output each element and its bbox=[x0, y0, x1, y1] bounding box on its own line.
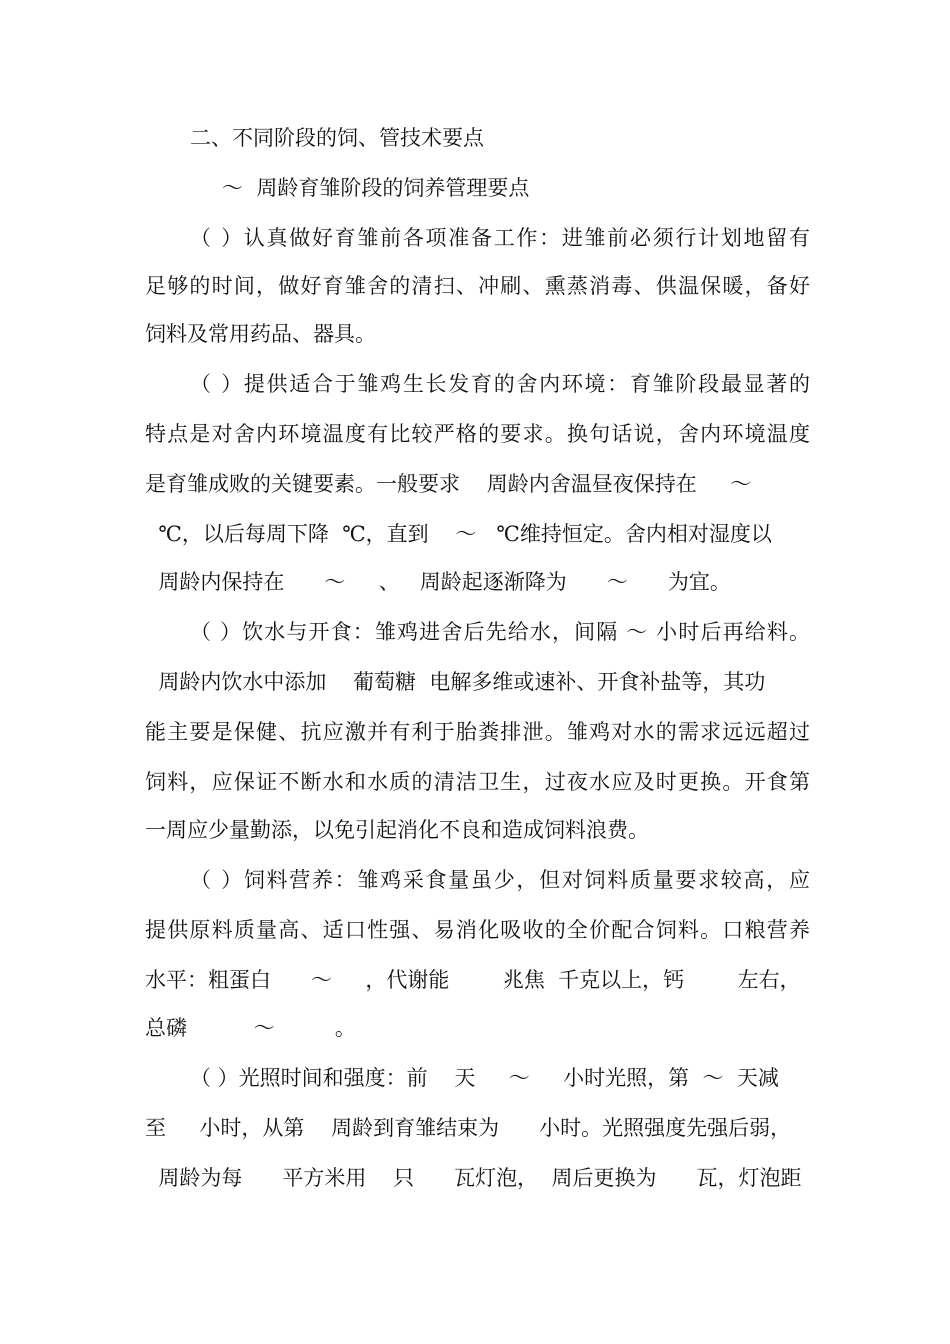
paragraph-line: 饲料及常用药品、器具。 bbox=[145, 322, 376, 346]
paragraph-line: 周龄内饮水中添加 葡萄糖 电解多维或速补、开食补盐等，其功 bbox=[145, 670, 766, 694]
paragraph-line: 是育雏成败的关键要素。一般要求 周龄内舍温昼夜保持在 ～ bbox=[145, 472, 752, 496]
paragraph-line: 水平：粗蛋白 ～ ，代谢能 兆焦 千克以上，钙 左右， bbox=[145, 968, 801, 992]
paragraph-line: 至 小时，从第 周龄到育雏结束为 小时。光照强度先强后弱， bbox=[145, 1116, 792, 1140]
paragraph-line: （ ）认真做好育雏前各项准备工作：进雏前必须行计划地留有 bbox=[190, 226, 810, 250]
paragraph-line: 一周应少量勤添，以免引起消化不良和造成饲料浪费。 bbox=[145, 818, 649, 842]
paragraph-line: ℃，以后每周下降 ℃，直到 ～ ℃维持恒定。舍内相对湿度以 bbox=[145, 522, 772, 546]
paragraph-line: （ ）光照时间和强度：前 天 ～ 小时光照，第 ～ 天减 bbox=[190, 1066, 779, 1090]
paragraph-line: 周龄内保持在 ～ 、 周龄起逐渐降为 ～ 为宜。 bbox=[145, 570, 731, 594]
paragraph-line: （ ）提供适合于雏鸡生长发育的舍内环境：育雏阶段最显著的 bbox=[190, 372, 810, 396]
paragraph-line: 饲料，应保证不断水和水质的清洁卫生，过夜水应及时更换。开食第 bbox=[145, 770, 810, 794]
paragraph-line: 足够的时间，做好育雏舍的清扫、冲刷、熏蒸消毒、供温保暖，备好 bbox=[145, 274, 810, 298]
paragraph-line: 特点是对舍内环境温度有比较严格的要求。换句话说，舍内环境温度 bbox=[145, 422, 810, 446]
paragraph-line: 总磷 ～ 。 bbox=[145, 1016, 356, 1040]
paragraph-line: 能主要是保健、抗应激并有利于胎粪排泄。雏鸡对水的需求远远超过 bbox=[145, 720, 810, 744]
paragraph-line: （ ）饲料营养：雏鸡采食量虽少，但对饲料质量要求较高，应 bbox=[190, 868, 810, 892]
paragraph-line: 周龄为每 平方米用 只 瓦灯泡， 周后更换为 瓦，灯泡距 bbox=[145, 1166, 802, 1190]
paragraph-line: 提供原料质量高、适口性强、易消化吸收的全价配合饲料。口粮营养 bbox=[145, 918, 810, 942]
paragraph-line: （ ）饮水与开食：雏鸡进舍后先给水，间隔 ～ 小时后再给料。 bbox=[190, 620, 810, 644]
subsection-heading: ～ 周龄育雏阶段的饲养管理要点 bbox=[222, 176, 530, 200]
section-heading: 二、不同阶段的饲、管技术要点 bbox=[190, 126, 484, 150]
